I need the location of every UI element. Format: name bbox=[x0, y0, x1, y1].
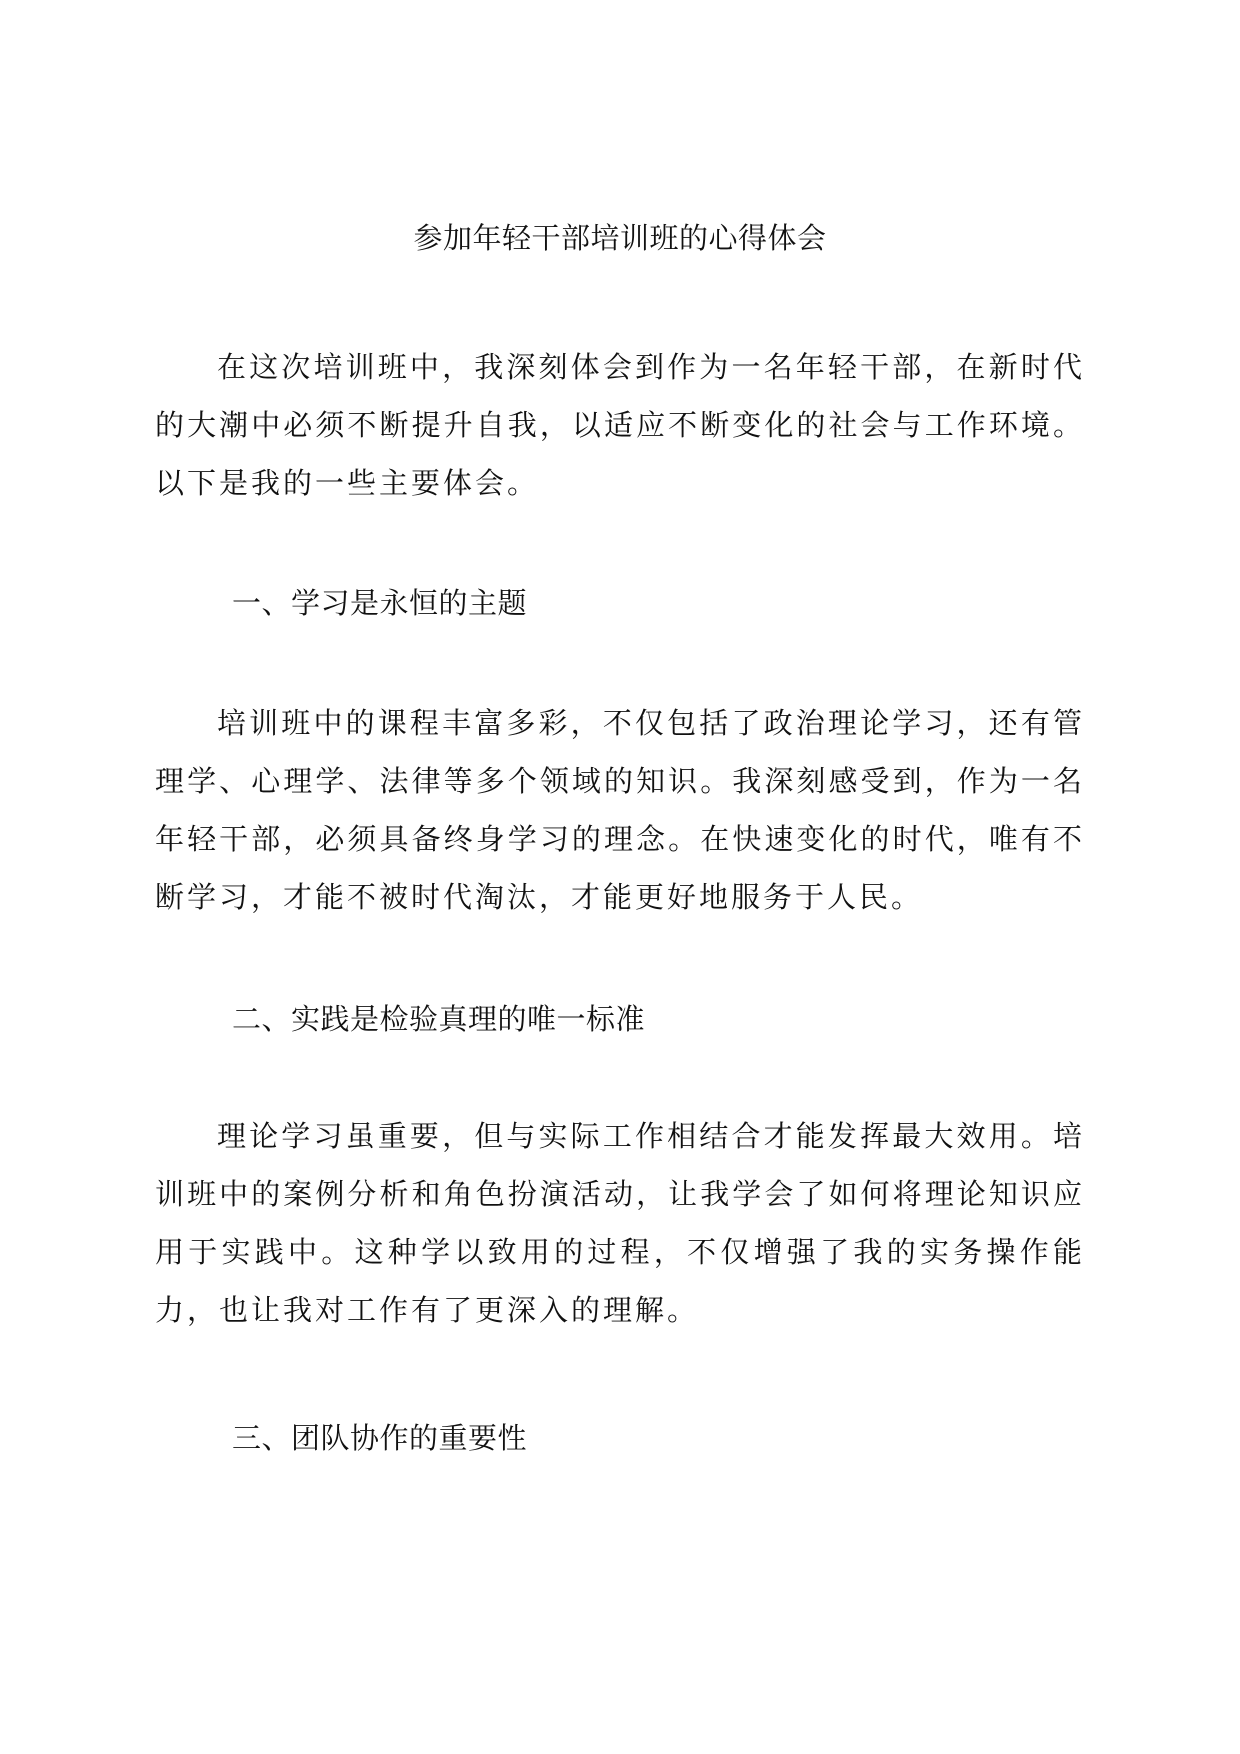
section-heading-3: 三、团队协作的重要性 bbox=[232, 1421, 528, 1455]
section-heading-2: 二、实践是检验真理的唯一标准 bbox=[232, 1002, 646, 1036]
section-body-1: 培训班中的课程丰富多彩，不仅包括了政治理论学习，还有管理学、心理学、法律等多个领域的知识。我深刻感受到，作为一名年轻干部，必须具备终身学习的理念。在快速变化的时代，唯有不断学习，才能不被时代淘汰，才能更好地服务于人民。 bbox=[155, 706, 1085, 914]
section-body-2: 理论学习虽重要，但与实际工作相结合才能发挥最大效用。培训班中的案例分析和角色扮演活动，让我学会了如何将理论知识应用于实践中。这种学以致用的过程，不仅增强了我的实务操作能力，也让我对工作有了更深入的理解。 bbox=[155, 1119, 1085, 1327]
intro-paragraph: 在这次培训班中，我深刻体会到作为一名年轻干部，在新时代的大潮中必须不断提升自我，以适应不断变化的社会与工作环境。以下是我的一些主要体会。 bbox=[155, 350, 1085, 500]
document-title: 参加年轻干部培训班的心得体会 bbox=[413, 221, 827, 255]
section-heading-1: 一、学习是永恒的主题 bbox=[232, 586, 528, 620]
